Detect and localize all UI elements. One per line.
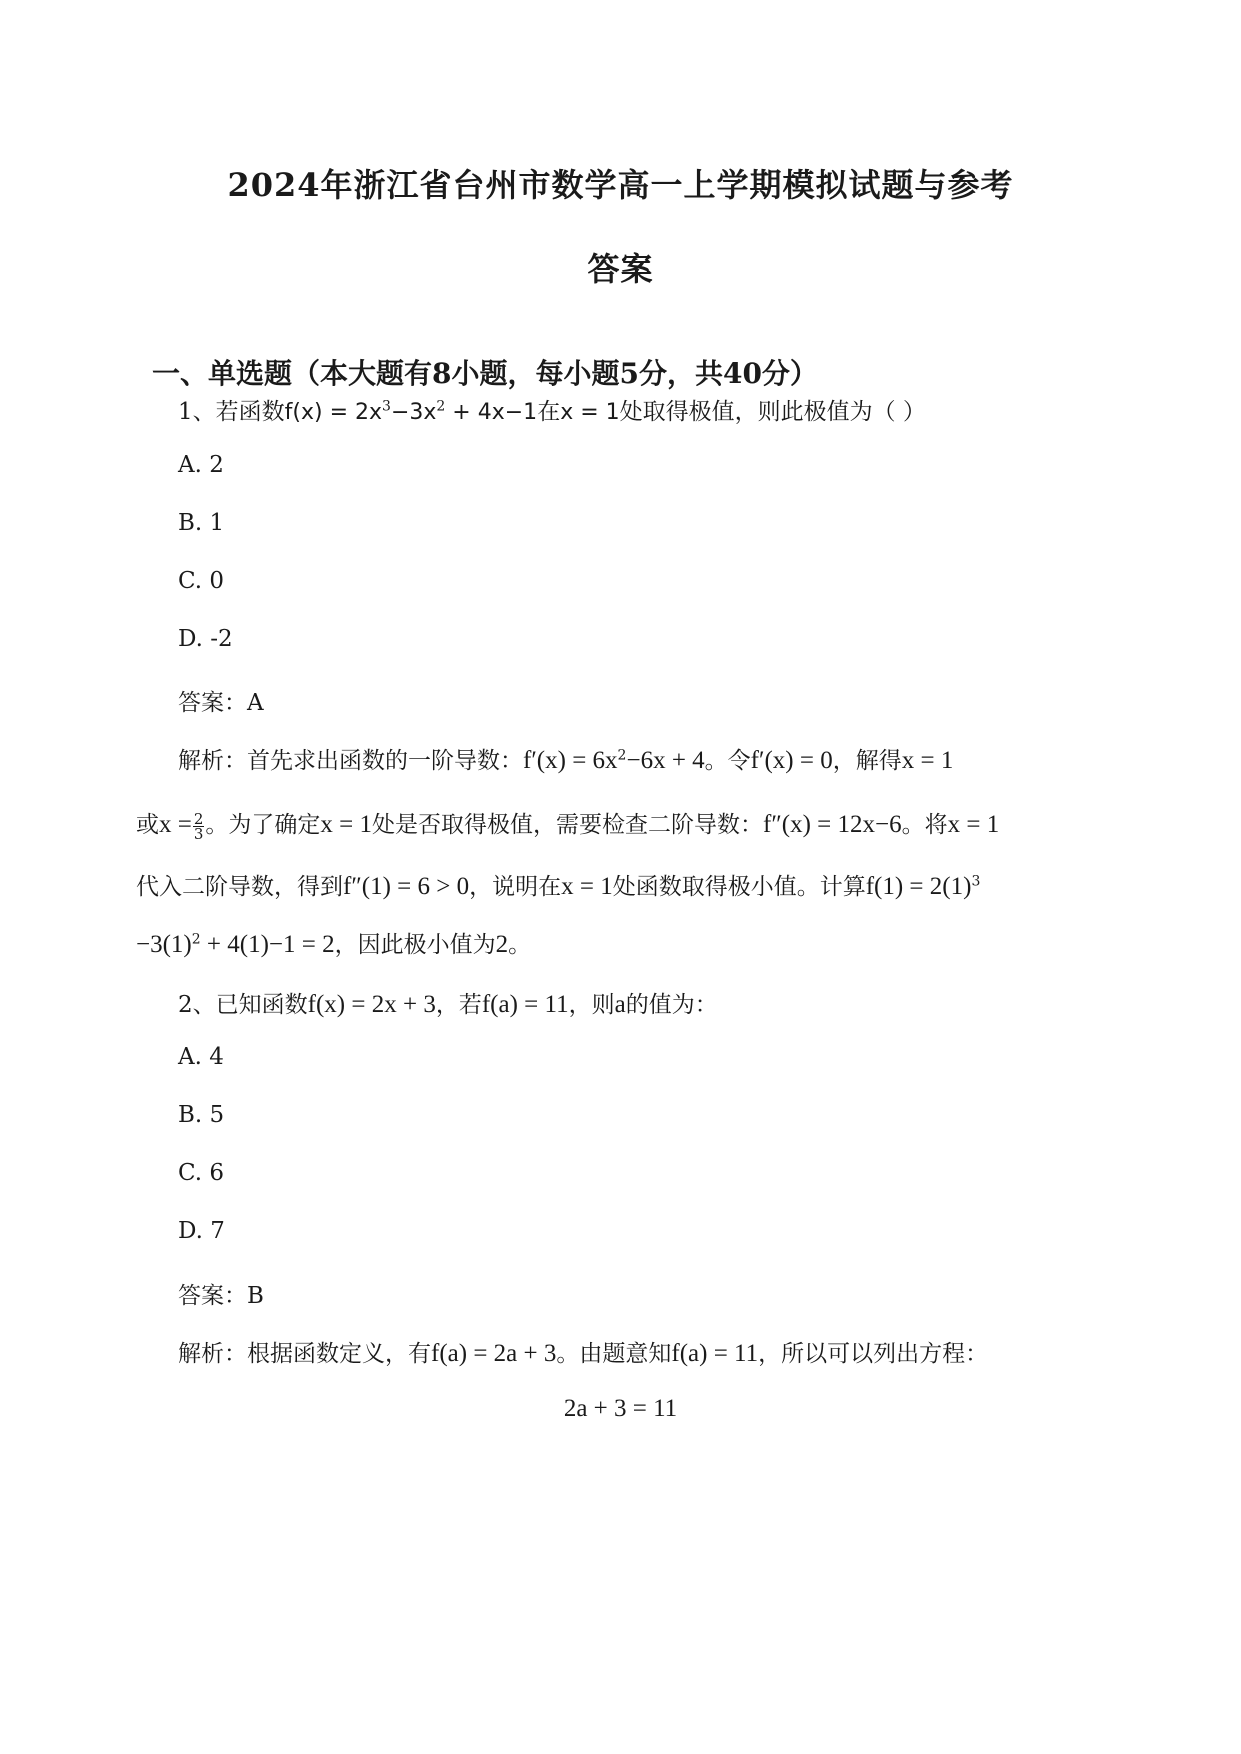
q1-stem-math-b: −3x (390, 400, 437, 425)
q1-stem-math-a: f(x) = 2x (284, 400, 383, 425)
q1-exp-l3-exp: 3 (971, 873, 981, 890)
q1-exp-l3-text-c: 处函数取得极小值。计算 (612, 874, 866, 900)
q2-option-b: B. 5 (178, 1102, 225, 1128)
q1-exp-l1-exp: 2 (617, 747, 627, 764)
q1-explanation-line3 (136, 868, 980, 901)
q1-exp-l2-text-d: 。将 (901, 812, 948, 838)
question-2-stem (178, 986, 718, 1019)
section-heading-single-choice: 一、单选题（本大题有8小题，每小题5分，共40分） (152, 357, 818, 390)
q2-stem-math-b: f(a) = 11 (481, 991, 569, 1018)
fraction-denominator: 3 (193, 824, 204, 843)
q1-exp-l2-math-2: x = 1 (320, 811, 373, 838)
question-1-stem (178, 393, 926, 426)
q2-exp-l1-text-a: 解析：根据函数定义，有 (178, 1341, 431, 1367)
q2-explanation-line1 (178, 1335, 988, 1368)
q1-exp-l4-text-b: 。 (508, 932, 532, 958)
q1-explanation-line2 (136, 806, 999, 841)
q1-stem-prefix: 1、若函数 (178, 399, 285, 425)
q1-exp-l1-text-a: 解析：首先求出函数的一阶导数： (178, 748, 523, 774)
q2-option-a: A. 4 (178, 1044, 224, 1070)
q1-exp-l1-math-3: f′(x) = 0 (750, 747, 833, 774)
q1-stem-exp1: 3 (382, 398, 391, 415)
q1-exp-l3-text-b: ，说明在 (469, 874, 562, 900)
q1-exp-l2-math-3: f″(x) = 12x−6 (763, 811, 902, 838)
q2-stem-mid: ，若 (435, 992, 482, 1018)
q1-stem-suffix: 处取得极值，则此极值为（ ） (619, 399, 926, 425)
q1-exp-l3-math-2: x = 1 (561, 873, 613, 900)
q1-exp-l3-math-3: f(1) = 2(1) (865, 873, 972, 900)
q1-stem-math-d: x = 1 (560, 400, 620, 425)
q1-option-a: A. 2 (178, 452, 224, 478)
q1-exp-l3-math-1: f″(1) = 6 > 0 (343, 873, 470, 900)
q2-option-c: C. 6 (178, 1160, 225, 1186)
q1-explanation-line4 (136, 926, 531, 959)
q1-exp-l4-math-2: + 4(1)−1 = 2 (200, 931, 335, 958)
q1-exp-l4-exp: 2 (191, 931, 201, 948)
q1-stem-math-c: + 4x−1 (445, 400, 538, 425)
q1-exp-l3-text-a: 代入二阶导数，得到 (136, 874, 343, 900)
q2-exp-l1-text-b: 。由题意知 (556, 1341, 672, 1367)
q2-stem-mid2: ，则 (568, 992, 615, 1018)
q2-exp-l1-text-c: ，所以可以列出方程： (758, 1341, 989, 1367)
q1-exp-l1-text-c: ，解得 (832, 748, 902, 774)
q1-stem-exp2: 2 (436, 398, 446, 415)
q2-exp-l1-math-1: f(a) = 2a + 3 (431, 1340, 557, 1367)
q1-exp-l2-math-1: x = (159, 811, 192, 838)
q1-exp-l2-text-a: 或 (136, 812, 159, 838)
q1-exp-l4-text-a: ，因此极小值为 (334, 932, 496, 958)
q1-exp-l2-text-b: 。为了确定 (205, 812, 321, 838)
q1-exp-l2-math-4: x = 1 (947, 811, 1000, 838)
q2-stem-prefix: 2、已知函数 (178, 992, 308, 1018)
q2-stem-math-a: f(x) = 2x + 3 (307, 991, 436, 1018)
document-title-line1: 2024年浙江省台州市数学高一上学期模拟试题与参考 (227, 166, 1014, 204)
q1-exp-l1-math-1: f′(x) = 6x (523, 747, 618, 774)
q2-option-d: D. 7 (178, 1218, 225, 1244)
fraction (193, 809, 205, 843)
q1-option-b: B. 1 (178, 510, 225, 536)
q1-option-d: D. -2 (178, 626, 233, 652)
q1-exp-l4-math-1: −3(1) (136, 931, 192, 958)
q1-exp-l1-math-2: −6x + 4 (626, 747, 705, 774)
q1-exp-l2-text-c: 处是否取得极值，需要检查二阶导数： (372, 812, 764, 838)
q1-explanation-line1 (178, 742, 953, 775)
q1-exp-l4-math-3: 2 (495, 931, 509, 958)
q1-stem-mid: 在 (537, 399, 561, 425)
fraction-numerator: 2 (193, 809, 204, 828)
q2-stem-math-c: a (614, 991, 626, 1018)
q2-answer: 答案：B (178, 1283, 264, 1309)
q2-equation: 2a + 3 = 11 (563, 1395, 678, 1422)
q2-exp-l1-math-2: f(a) = 11 (671, 1340, 759, 1367)
q1-option-c: C. 0 (178, 568, 225, 594)
q1-exp-l1-math-4: x = 1 (901, 747, 954, 774)
q2-stem-suffix: 的值为： (625, 992, 718, 1018)
document-title-line2: 答案 (587, 250, 654, 288)
q1-exp-l1-text-b: 。令 (704, 748, 751, 774)
q1-answer: 答案：A (178, 690, 264, 716)
